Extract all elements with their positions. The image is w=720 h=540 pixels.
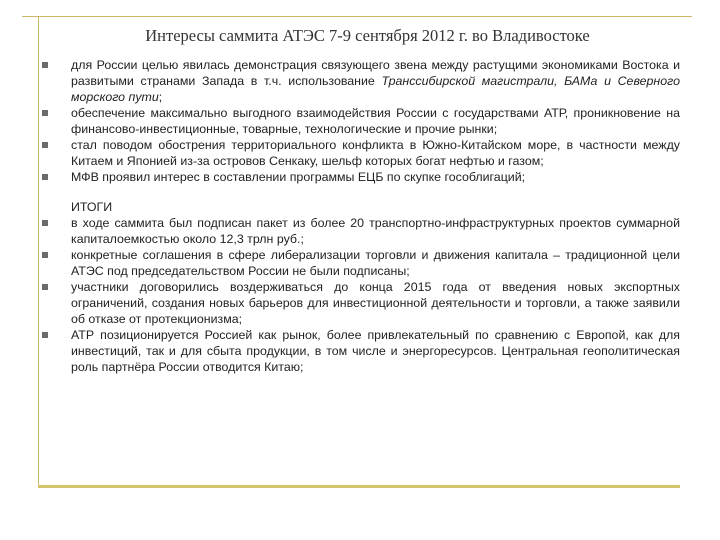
square-bullet-icon <box>42 174 48 180</box>
item-text: для России целью явилась демонстрация связующего звена между растущими экономиками Востока и развитыми странами Запада в т.ч. использование <box>71 58 680 88</box>
square-bullet-icon <box>42 62 48 68</box>
list-item <box>40 57 680 105</box>
item-text-end: ; <box>158 90 163 104</box>
item-text: обеспечение максимально выгодного взаимодействия России с государствами АТР, проникновение на финансово-инвестиционные, товарные, технологические и прочие рынки; <box>71 106 680 136</box>
item-emphasis: Транссибирской магистрали, БАМа и Северного морского пути <box>71 74 681 104</box>
square-bullet-icon <box>42 284 48 290</box>
list-item <box>40 169 680 185</box>
results-heading: ИТОГИ <box>71 200 113 214</box>
item-text: стал поводом обострения территориального конфликта в Южно-Китайском море, в частности между Китаем и Японией из-за островов Сенкаку, шельф которых богат нефтью и газом; <box>71 138 680 168</box>
item-text: АТР позиционируется Россией как рынок, более привлекательный по сравнению с Европой, как для инвестиций, так и для сбыта продукции, в том числе и энергоресурсов. Центральная геополитическая роль партнёра России отводится Китаю; <box>71 328 680 374</box>
frame-top-line <box>22 16 692 17</box>
item-text: участники договорились воздерживаться до конца 2015 года от введения новых экспортных ограничений, создания новых барьеров для инвестиционной деятельности и торговли, а также заявили об отказе от протекционизма; <box>71 280 680 326</box>
list-item <box>40 247 680 279</box>
square-bullet-icon <box>42 332 48 338</box>
item-text: МФВ проявил интерес в составлении программы ЕЦБ по скупке гособлигаций; <box>71 170 526 184</box>
square-bullet-icon <box>42 110 48 116</box>
square-bullet-icon <box>42 252 48 258</box>
item-text: конкретные соглашения в сфере либерализации торговли и движения капитала – традиционной цели АТЭС под председательством России не были подписаны; <box>71 248 680 278</box>
list-item <box>40 105 680 137</box>
list-item <box>40 215 680 247</box>
list-item <box>40 137 680 169</box>
square-bullet-icon <box>42 142 48 148</box>
slide-title: Интересы саммита АТЭС 7-9 сентября 2012 г. во Владивостоке <box>145 26 590 45</box>
spacer <box>40 185 680 199</box>
list-item <box>40 327 680 375</box>
square-bullet-icon <box>42 220 48 226</box>
item-text: в ходе саммита был подписан пакет из более 20 транспортно-инфраструктурных проектов суммарной капиталоемкостью около 12,3 трлн руб.; <box>71 216 680 246</box>
slide-body <box>40 57 680 375</box>
list-item <box>40 279 680 327</box>
frame-bottom-line <box>38 485 680 488</box>
frame-left-line <box>38 16 39 488</box>
